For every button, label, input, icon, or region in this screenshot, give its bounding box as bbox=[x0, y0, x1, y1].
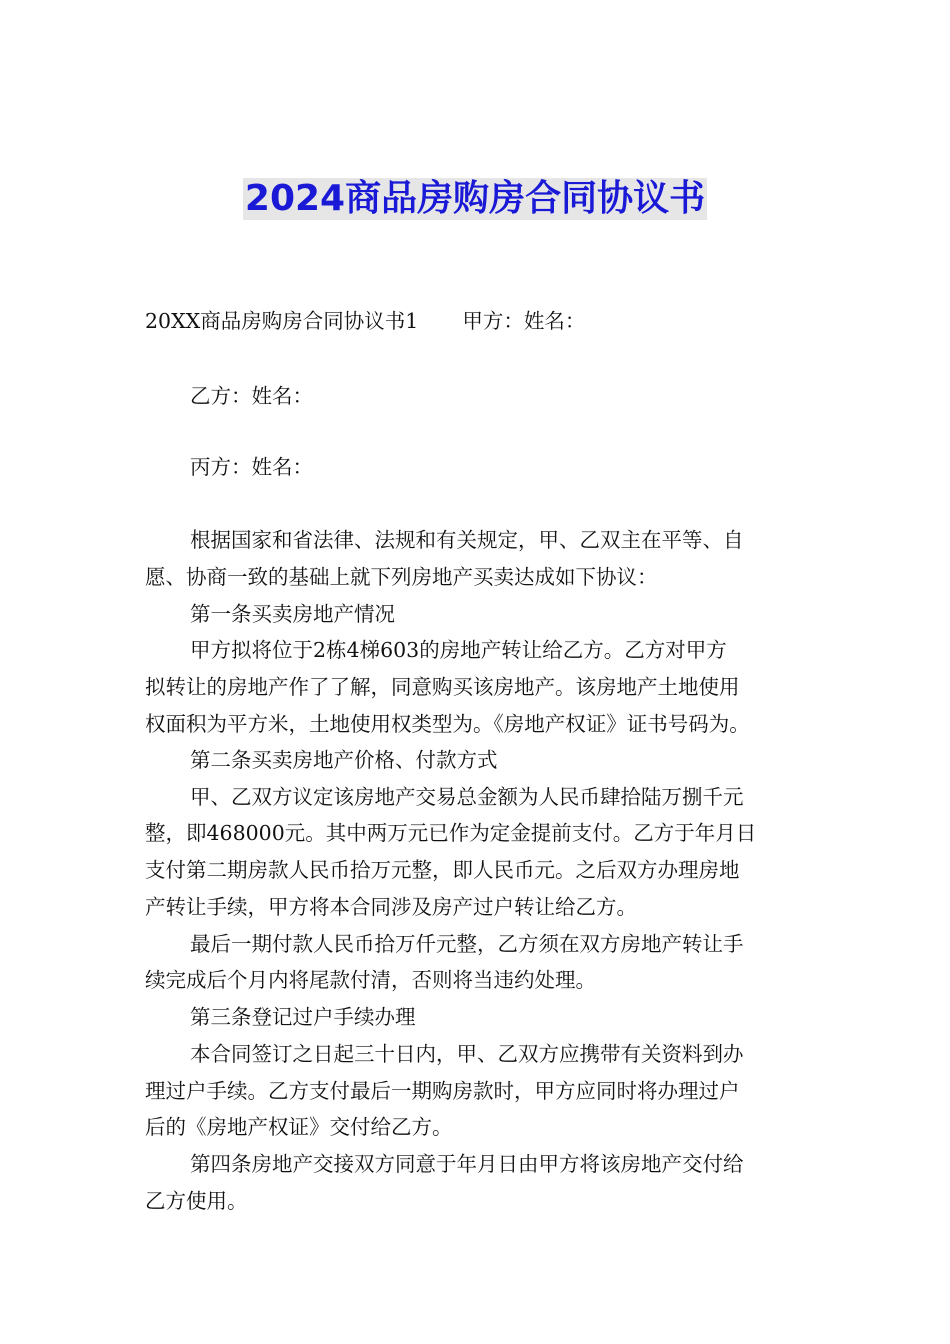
document-title bbox=[0, 178, 950, 220]
clause-heading: 第四条房地产交接双方同意于年月日由甲方将该房地产交付给 bbox=[190, 1152, 744, 1176]
paragraph-line: 甲、乙双方议定该房地产交易总金额为人民币肆拾陆万捌千元 bbox=[190, 785, 744, 809]
party-a-label: 甲方：姓名： bbox=[462, 309, 586, 333]
paragraph-line: 本合同签订之日起三十日内，甲、乙双方应携带有关资料到办 bbox=[190, 1042, 744, 1066]
paragraph-line: 根据国家和省法律、法规和有关规定，甲、乙双主在平等、自 bbox=[190, 528, 744, 552]
paragraph-line: 整，即468000元。其中两万元已作为定金提前支付。乙方于年月日 bbox=[145, 821, 757, 845]
clause-heading: 第二条买卖房地产价格、付款方式 bbox=[190, 748, 498, 772]
paragraph-line: 甲方拟将位于2栋4梯603的房地产转让给乙方。乙方对甲方 bbox=[190, 638, 727, 662]
party-a-line bbox=[145, 303, 810, 340]
paragraph-line: 最后一期付款人民币拾万仟元整，乙方须在双方房地产转让手 bbox=[190, 932, 744, 956]
clause-heading: 第三条登记过户手续办理 bbox=[190, 1005, 416, 1029]
document-title-text: 2024商品房购房合同协议书 bbox=[244, 178, 706, 219]
paragraph-line: 愿、协商一致的基础上就下列房地产买卖达成如下协议： bbox=[145, 565, 658, 589]
clause-heading: 第一条买卖房地产情况 bbox=[190, 602, 395, 626]
paragraph-line: 乙方使用。 bbox=[145, 1189, 248, 1213]
paragraph-line: 拟转让的房地产作了了解，同意购买该房地产。该房地产土地使用 bbox=[145, 675, 740, 699]
paragraph-line: 理过户手续。乙方支付最后一期购房款时，甲方应同时将办理过户 bbox=[145, 1079, 740, 1103]
paragraph-line: 续完成后个月内将尾款付清，否则将当违约处理。 bbox=[145, 968, 596, 992]
paragraph-line: 支付第二期房款人民币拾万元整，即人民币元。之后双方办理房地 bbox=[145, 858, 740, 882]
party-c-line: 丙方：姓名： bbox=[190, 455, 313, 479]
contract-heading: 20XX商品房购房合同协议书1 bbox=[145, 309, 419, 333]
paragraph-line: 权面积为平方米，土地使用权类型为。《房地产权证》证书号码为。 bbox=[145, 712, 750, 736]
paragraph-line: 产转让手续，甲方将本合同涉及房产过户转让给乙方。 bbox=[145, 895, 637, 919]
paragraph-line: 后的《房地产权证》交付给乙方。 bbox=[145, 1115, 453, 1139]
party-b-line: 乙方：姓名： bbox=[190, 384, 313, 408]
